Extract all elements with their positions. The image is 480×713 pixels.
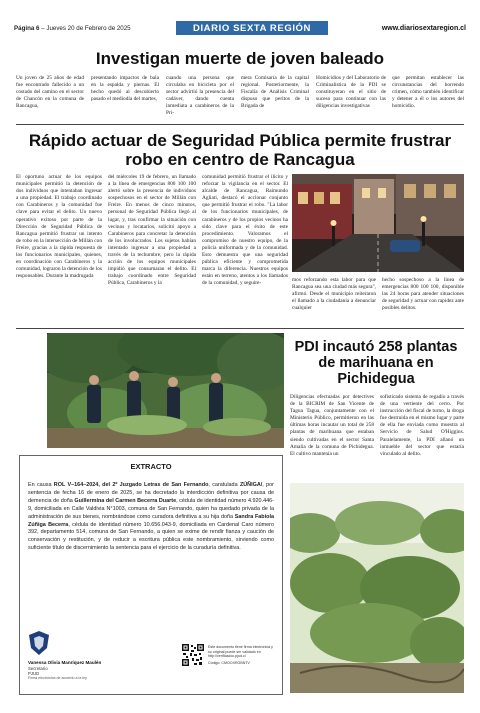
- a1-col-5: Homicidios y del Laboratorio de Criminalística de la PDI se constituyeran en el sitio de suceso para continuar con las diligencias investigativas: [316, 75, 386, 110]
- signer-role: Secretario: [28, 666, 48, 671]
- a1-col-1: Un joven de 25 años de edad fue encontrado fallecido a un costado del camino en el sector de Chancón en la comuna de Rancagua,: [16, 75, 84, 110]
- page-header: [14, 21, 466, 35]
- rule-2: [16, 328, 464, 329]
- extract-title: EXTRACTO: [130, 462, 172, 471]
- a3-col-1: Diligencias efectuadas por detectives de la BICRIM de San Vicente de Tagua Tagua, conjuntamente con el Ministerio Público, permitieron en las últimas horas incautar un total de 258 plantas de marihuana que estaban siendo cultivadas en el sector Santa Amalia de la comuna de Pichidegua. El cultivo mantenía un: [290, 394, 374, 457]
- verification-block: [182, 644, 277, 670]
- marijuana-field-image: [290, 483, 464, 693]
- a2-col-3: comunidad permitió frustrar el ilícito y reforzar la vigilancia en el sector. El alcalde de Rancagua, Raimundo Agliati, destacó el accionar conjunto que permitió frustrar el robo. "La labor de los funcionarios municipales, de carabineros y de los propios vecinos ha sido clave para el éxito de este procedimiento. Valoramos el compromiso de nuestro equipo, de la policía uniformada y de la comunidad. Esto demuestra que una seguridad pública eficiente y comprometida marca la diferencia. Nuestros equipos están en terreno, atentos a los llamados de la comunidad, y seguire-: [202, 174, 288, 287]
- page-number-date: Página 6 – Jueves 20 de Febrero de 2025: [14, 24, 131, 32]
- a1-col-3: cuando una persona que circulaba en bicicleta por el sector advirtió la presencia del cadáver, dando cuenta inmediata a carabineros de la Pri-: [166, 75, 234, 117]
- a2-col-5: hecho sospechoso a la línea de emergencias 800 100 100, disponible las 24 horas para atender situaciones de seguridad y actuar con rapidez ante posibles delitos.: [382, 277, 464, 312]
- section-band: DIARIO SEXTA REGIÓN: [176, 21, 328, 35]
- qr-code-icon[interactable]: [182, 644, 204, 666]
- a3-col-2: sofisticado sistema de regadío a través de una vertiente del cerro. Por instrucción del fiscal de turno, la droga fue destruida en el mismo lugar y parte de ella fue enviada como muestra al Servicio de Salud O'Higgins. Paralelamente, la PDI allanó un inmueble del sector que estaría vinculado al delito.: [380, 394, 464, 457]
- street-photo: [292, 174, 464, 272]
- a2-col-4: mos reforzando esta labor para que Rancagua sea una ciudad más segura", afirmó. Desde el municipio reiteraron el llamado a la ciudadanía a denunciar cualquier: [292, 277, 376, 312]
- headline-2: Rápido actuar de Seguridad Pública permite frustrar robo en centro de Rancagua: [28, 131, 452, 170]
- signer-name: Vanessa Olivia Manríquez Maulén: [28, 660, 102, 665]
- signer-court: PJUD: [28, 671, 40, 676]
- verification-code: Código: CMOOXRGBNTV: [208, 661, 250, 665]
- headline-3: PDI incautó 258 plantas de marihuana en Pichidegua: [294, 339, 458, 388]
- site-url[interactable]: www.diariosextaregion.cl: [381, 24, 466, 32]
- signer-note: Firma electrónica de acuerdo a la ley: [28, 676, 87, 680]
- headline-1: Investigan muerte de joven baleado: [95, 49, 385, 68]
- a1-col-6: que permitan establecer las circunstancias del horrendo crimen, cómo también identificar y detener a él o los autores del homicidio.: [392, 75, 464, 110]
- signature-block: [28, 628, 150, 684]
- plantation-photo: [47, 333, 284, 448]
- a2-col-2: del miércoles 19 de febrero, un llamado a la línea de emergencias 800 100 100 alertó sobre la presencia de individuos sospechosos en el sector de Millán con Freire. En menos de cinco minutos, personal de Seguridad Pública llegó al lugar, y, tras confirmar la situación con vecinos y locatarios, solicitó apoyo a Carabineros para concretar la detención de los involucrados. Los sujetos habían intentado ingresar a una propiedad a través de la techumbre, pero la rápida acción de los equipos municipales impidió que consumaran el delito. El trabajo coordinado entre Seguridad Pública, Carabineros y la: [108, 174, 196, 287]
- a2-col-1: El oportuno actuar de los equipos municipales permitió la detención de dos individuos que intentaban ingresar a una propiedad. El trabajo coordinado con Carabineros y la comunidad fue clave para evitar el delito. Un nuevo operativo exitoso por parte de la Dirección de Seguridad Pública de Rancagua permitió frustrar un intento de robo en la intersección de Millán con Freire, gracias a la rápida respuesta de los funcionarios municipales, quienes, en coordinación con Carabineros y la comunidad, lograron la detención de los responsables. Durante la madrugada: [16, 174, 102, 280]
- legal-extract-box: [19, 455, 283, 695]
- street-scene-image: [292, 174, 464, 272]
- field-photo: [290, 483, 464, 693]
- verification-text: Este documento tiene firma electrónica y su original puede ser validado en http://verificadoc.pjud.cl: [208, 645, 273, 659]
- a1-col-4: mera Comisaría de la capital regional. Posteriormente, la Fiscalía de Análisis Criminal dispuso que peritos de la Brigada de: [241, 75, 309, 110]
- a1-col-2: presentando impactos de bala en la espalda y piernas. El hecho quedó al descubierto pasado el mediodía del martes,: [91, 75, 159, 103]
- police-in-field-image: [47, 333, 284, 448]
- extract-body: En causa ROL V–164–2024, del 2º Juzgado Letras de San Fernando, caratulada ZÚÑIGA/, por sentencia de fecha 16 de enero de 2025, se ha decretado la interdicción definitiva por causa de demencia de doña Guillermina del Carmen Becerra Duarte, cédula de identidad número 4.920.446-9, domiciliada en Calle Valdivia N°1003, comuna de San Fernando, quien ha quedado privada de la administración de sus bienes, nombrándose como curadora definitiva a su hija doña Sandra Fabiola Zúñiga Becerra, cédula de identidad número 10.656.043-9, domiciliada en Cardenal Caro número 392, departamento 514, comuna de San Fernando, a quien se exime de rendir fianza y caución de conservación y restitución, y de reducir a escritura pública este nombramiento, sirviendo como suficiente título de discernimiento la sentencia para el ejercicio de la curaduría definitiva.: [28, 482, 274, 552]
- court-seal-icon: [28, 630, 50, 656]
- rule-1: [16, 124, 464, 125]
